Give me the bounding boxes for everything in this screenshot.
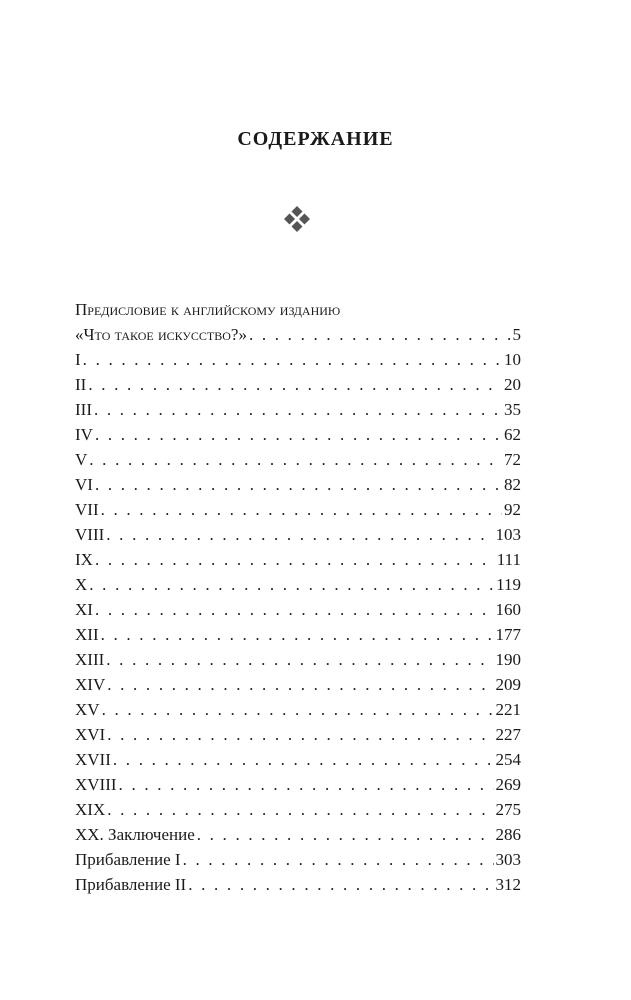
toc-leader-dots xyxy=(89,447,502,472)
toc-entry-page: 254 xyxy=(495,750,521,769)
toc-entry-label: V xyxy=(75,450,88,469)
toc-entry[interactable] xyxy=(75,397,521,422)
four-diamonds-ornament-icon xyxy=(283,205,311,233)
toc-entry[interactable] xyxy=(75,372,521,397)
toc-entry-page: 160 xyxy=(495,600,521,619)
toc-leader-dots xyxy=(107,797,493,822)
toc-entry-page: 62 xyxy=(504,425,521,444)
toc-entry[interactable] xyxy=(75,672,521,697)
ornament-svg xyxy=(283,205,311,233)
toc-entry-page: 111 xyxy=(496,550,521,569)
toc-entry-label: X xyxy=(75,575,88,594)
toc-leader-dots xyxy=(107,672,493,697)
toc-entry-page: 269 xyxy=(495,775,521,794)
toc-entry[interactable] xyxy=(75,872,521,897)
toc-entry-page: 190 xyxy=(495,650,521,669)
toc-leader-dots xyxy=(113,747,494,772)
toc-entry-label: Прибавление I xyxy=(75,850,181,869)
toc-entry-label: «Что такое искусство?» xyxy=(75,325,247,344)
toc-entry[interactable] xyxy=(75,772,521,797)
toc-preface-title[interactable]: Предисловие к английскому изданию xyxy=(75,300,341,319)
toc-entry-page: 312 xyxy=(495,875,521,894)
toc-entry[interactable] xyxy=(75,447,521,472)
toc-entry-label: XI xyxy=(75,600,93,619)
toc-entry-page: 10 xyxy=(504,350,521,369)
toc-entry[interactable] xyxy=(75,622,521,647)
toc-entry-page: 20 xyxy=(504,375,521,394)
toc-entry[interactable] xyxy=(75,572,521,597)
toc-leader-dots xyxy=(101,622,494,647)
toc-entry-page: 35 xyxy=(504,400,521,419)
toc-entry-label: XX. Заключение xyxy=(75,825,195,844)
toc-leader-dots xyxy=(102,697,494,722)
toc-entry[interactable] xyxy=(75,472,521,497)
toc-leader-dots xyxy=(119,772,494,797)
toc-entry-preface[interactable] xyxy=(75,322,521,347)
toc-entry-page: 227 xyxy=(495,725,521,744)
toc-entries-list xyxy=(75,347,521,897)
toc-entry[interactable] xyxy=(75,347,521,372)
toc-leader-dots xyxy=(183,847,494,872)
toc-entry-label: I xyxy=(75,350,81,369)
toc-entry-label: VIII xyxy=(75,525,105,544)
ornament-diamond-right xyxy=(299,214,310,225)
toc-leader-dots xyxy=(95,422,502,447)
toc-entry-label: Прибавление II xyxy=(75,875,187,894)
toc-entry-label: XVII xyxy=(75,750,111,769)
toc-leader-dots xyxy=(83,347,502,372)
toc-entry-label: XV xyxy=(75,700,100,719)
toc-entry-page: 119 xyxy=(496,575,521,594)
toc-entry-page: 82 xyxy=(504,475,521,494)
toc-entry-label: VII xyxy=(75,500,99,519)
toc-entry-page: 92 xyxy=(504,500,521,519)
toc-entry-page: 275 xyxy=(495,800,521,819)
toc-entry[interactable] xyxy=(75,797,521,822)
toc-leader-dots xyxy=(89,572,494,597)
toc-entry-label: XVI xyxy=(75,725,106,744)
toc-entry-label: VI xyxy=(75,475,93,494)
toc-entry-label: II xyxy=(75,375,87,394)
ornament-diamond-left xyxy=(284,214,295,225)
toc-leader-dots xyxy=(188,872,493,897)
toc-entry[interactable] xyxy=(75,822,521,847)
toc-leader-dots xyxy=(249,322,511,347)
toc-leader-dots xyxy=(197,822,494,847)
ornament-diamond-top xyxy=(292,206,303,217)
toc-entry[interactable] xyxy=(75,847,521,872)
toc-entry-label: IX xyxy=(75,550,93,569)
toc-entry[interactable] xyxy=(75,722,521,747)
toc-entry-label: XIII xyxy=(75,650,105,669)
toc-entry-page: 103 xyxy=(495,525,521,544)
toc-leader-dots xyxy=(107,722,493,747)
toc-leader-dots xyxy=(106,647,493,672)
toc-entry[interactable] xyxy=(75,497,521,522)
toc-entry-page: 303 xyxy=(495,850,521,869)
table-of-contents xyxy=(75,297,521,897)
toc-leader-dots xyxy=(106,522,493,547)
toc-entry-label: III xyxy=(75,400,92,419)
toc-entry-page: 286 xyxy=(495,825,521,844)
toc-leader-dots xyxy=(95,472,502,497)
toc-entry[interactable] xyxy=(75,747,521,772)
toc-entry[interactable] xyxy=(75,647,521,672)
toc-leader-dots xyxy=(95,597,494,622)
ornament-diamond-bottom xyxy=(292,221,303,232)
toc-leader-dots xyxy=(88,372,502,397)
toc-entry[interactable] xyxy=(75,547,521,572)
toc-entry-label: XIV xyxy=(75,675,106,694)
toc-entry-page: 221 xyxy=(495,700,521,719)
toc-entry[interactable] xyxy=(75,697,521,722)
toc-entry-page: 72 xyxy=(504,450,521,469)
toc-leader-dots xyxy=(101,497,502,522)
toc-entry-page: 209 xyxy=(495,675,521,694)
toc-entry-label: IV xyxy=(75,425,93,444)
toc-entry-page: 177 xyxy=(495,625,521,644)
toc-leader-dots xyxy=(95,547,495,572)
toc-leader-dots xyxy=(94,397,502,422)
toc-entry[interactable] xyxy=(75,597,521,622)
toc-entry-label: XIX xyxy=(75,800,106,819)
toc-entry[interactable] xyxy=(75,422,521,447)
toc-entry[interactable] xyxy=(75,522,521,547)
toc-entry-label: XII xyxy=(75,625,99,644)
page-title: СОДЕРЖАНИЕ xyxy=(237,128,394,150)
toc-entry-label: XVIII xyxy=(75,775,117,794)
toc-entry-page: 5 xyxy=(512,325,521,344)
